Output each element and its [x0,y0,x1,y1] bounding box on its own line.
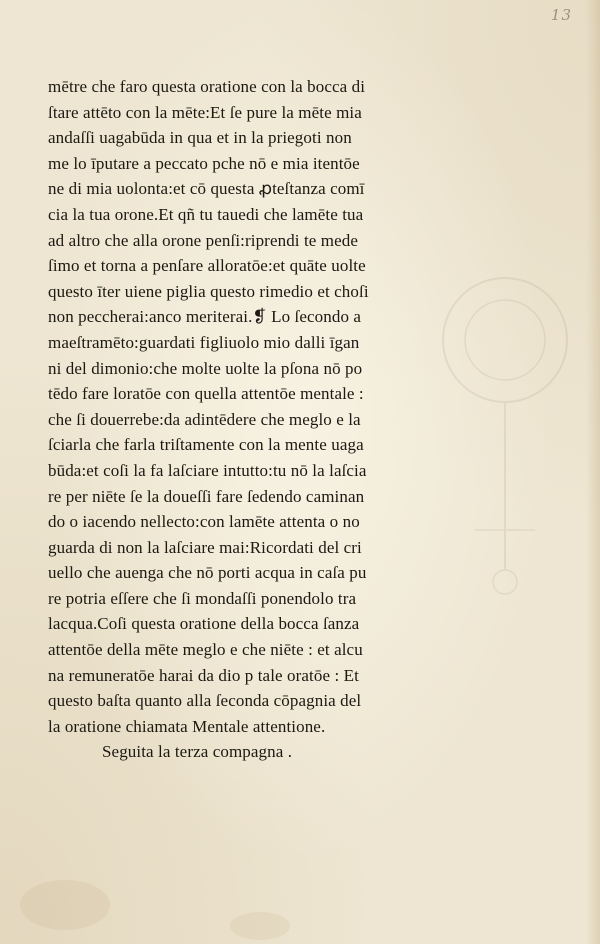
text-line: ad altro che alla orone penſi:riprendi te mede [48,230,358,250]
text-line: attentōe della mēte meglo e che niēte : et alcu [48,640,363,660]
text-line: ni del dimonio:che molte uolte la pſona nō po [48,358,363,378]
text-block [48,74,468,765]
text-line: ſtare attēto con la mēte:Et ſe pure la mēte mia [48,102,362,122]
text-line: uello che auenga che nō porti acqua in caſa pu [48,563,367,583]
text-line: lacqua.Coſi questa oratione della bocca ſanza [48,614,360,634]
text-line: andaſſi uagabūda in qua et in la priegoti non [48,128,352,148]
text-line: questo īter uiene piglia questo rimedio et choſi [48,281,369,301]
closing-line: Seguita la terza compagna . [102,742,293,762]
text-line: ſimo et torna a penſare alloratōe:et quāte uolte [48,256,366,276]
text-line: ſciarla che farla triſtamente con la mente uaga [48,435,364,455]
text-line: ne di mia uolonta:et cō questa ꝓteſtanza comī [48,179,365,199]
text-line: tēdo fare loratōe con quella attentōe mentale : [48,384,364,404]
text-line: questo baſta quanto alla ſeconda cōpagnia del [48,691,362,711]
text-line: cia la tua orone.Et qñ tu tauedi che lamēte tua [48,204,364,224]
text-line: mētre che faro questa oratione con la bocca di [48,77,366,96]
text-line: maeſtramēto:guardati figliuolo mio dalli īgan [48,332,360,352]
paper-stain [230,912,290,940]
text-line: re potria eſſere che ſi mondaſſi ponendolo tra [48,588,357,608]
text-line: la oratione chiamata Mentale attentione. [48,716,326,736]
text-line: guarda di non la laſciare mai:Ricordati del cri [48,537,362,557]
text-line: re per niēte ſe la doueſſi fare ſedendo caminan [48,486,365,506]
text-line: na remuneratōe harai da dio p tale oratōe : Et [48,665,359,685]
text-line: do o iacendo nellecto:con lamēte attenta o no [48,512,360,532]
text-line: me lo īputare a peccato pche nō e mia itentōe [48,153,360,173]
text-line: che ſi douerrebe:da adintēdere che meglo e la [48,409,361,429]
text-line: non peccherai:anco meriterai.❡ Lo ſecondo a [48,307,362,327]
text-line: būda:et coſi la fa laſciare intutto:tu nō la laſcia [48,460,367,480]
folio-number: 13 [550,6,572,24]
paper-stain [20,880,110,930]
